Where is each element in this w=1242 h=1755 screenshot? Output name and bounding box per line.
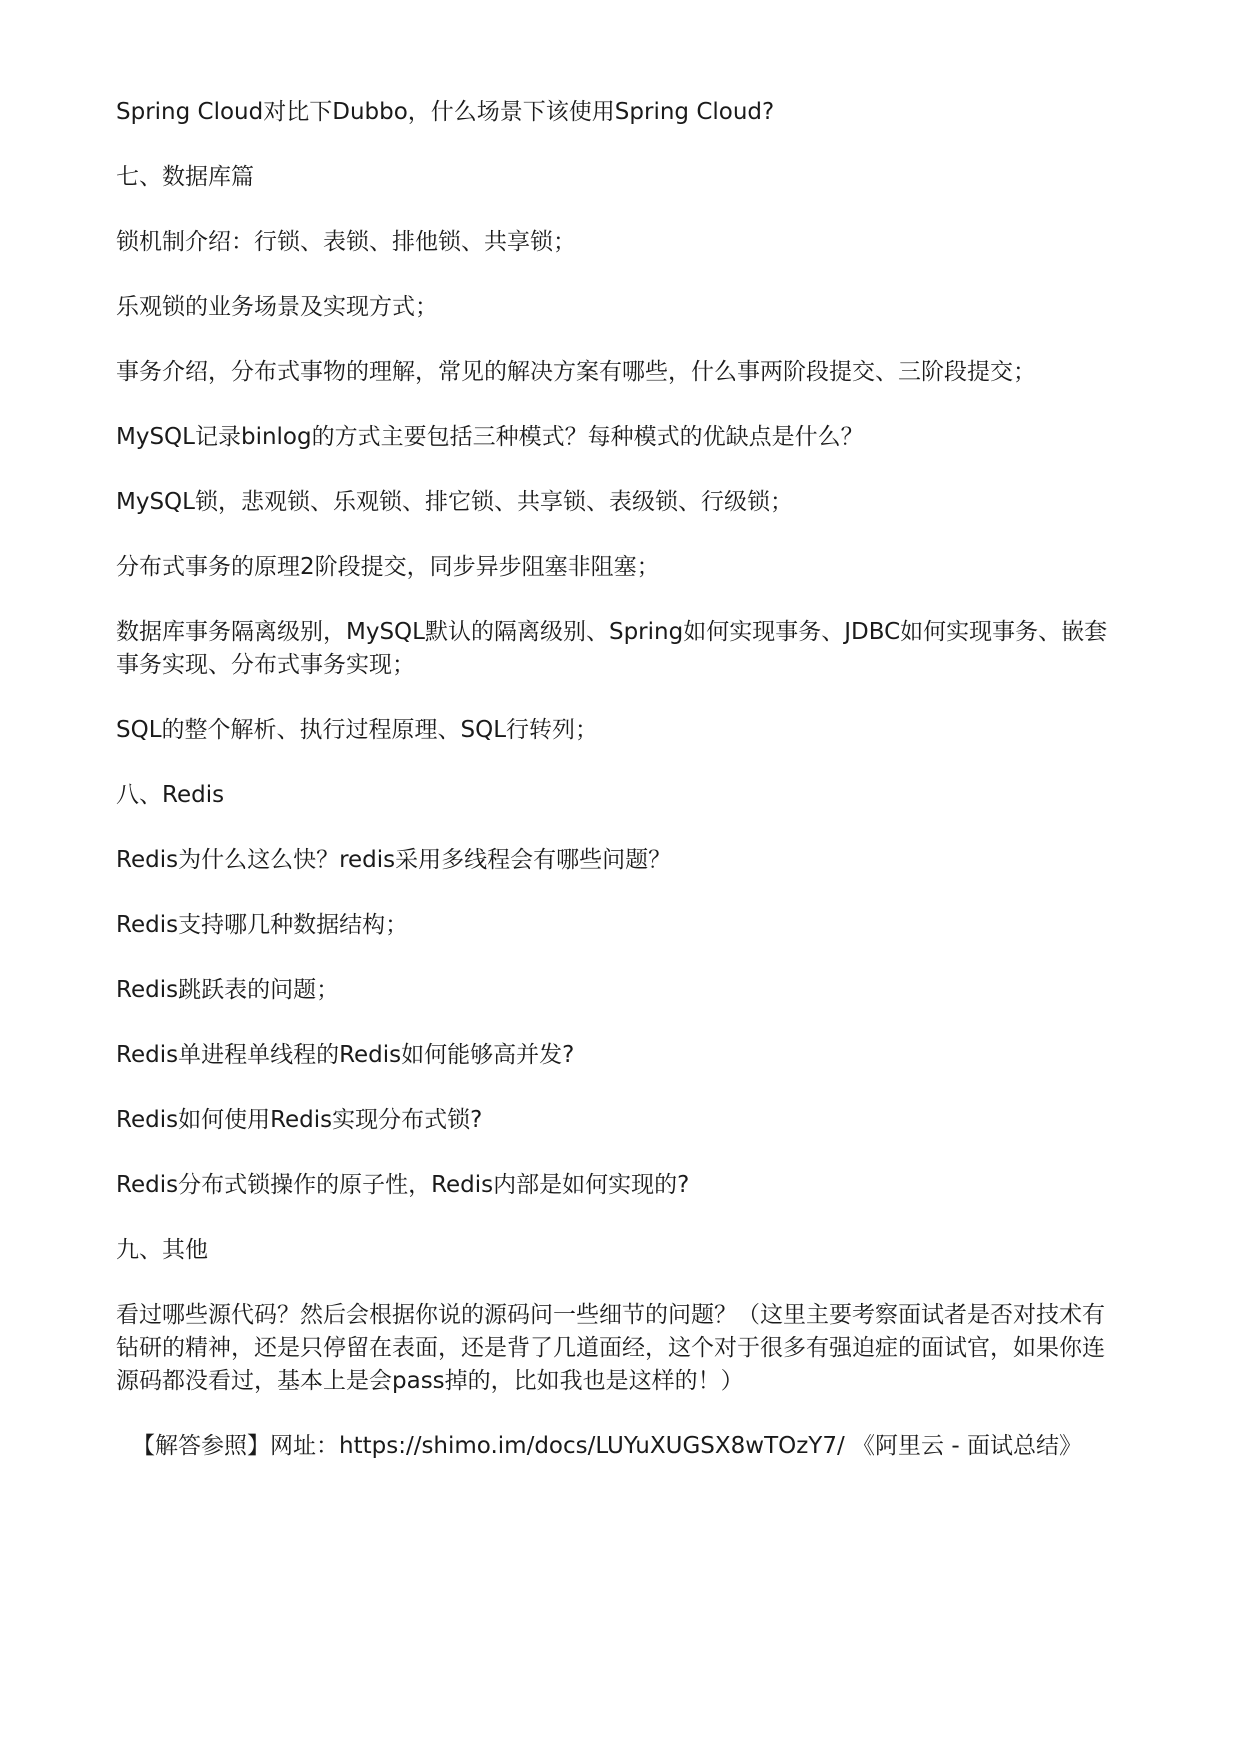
question-transactions: 事务介绍，分布式事物的理解，常见的解决方案有哪些，什么事两阶段提交、三阶段提交； <box>116 359 1036 385</box>
question-sql-parsing: SQL的整个解析、执行过程原理、SQL行转列； <box>116 717 599 743</box>
question-distributed-transaction: 分布式事务的原理2阶段提交，同步异步阻塞非阻塞； <box>116 554 660 580</box>
question-redis-distributed-lock: Redis如何使用Redis实现分布式锁? <box>116 1107 483 1133</box>
section-heading-redis: 八、Redis <box>116 782 225 808</box>
section-heading-database: 七、数据库篇 <box>116 164 254 190</box>
question-source-code: 看过哪些源代码？然后会根据你说的源码问一些细节的问题？（这里主要考察面试者是否对技术有钻研的精神，还是只停留在表面，还是背了几道面经，这个对于很多有强迫症的面试官，如果你连源码都没看过，基本上是会pass掉的，比如我也是这样的！） <box>116 1302 1105 1394</box>
question-optimistic-lock: 乐观锁的业务场景及实现方式； <box>116 294 438 320</box>
question-isolation-levels: 数据库事务隔离级别，MySQL默认的隔离级别、Spring如何实现事务、JDBC如何实现事务、嵌套事务实现、分布式事务实现； <box>116 619 1108 678</box>
question-redis-atomicity: Redis分布式锁操作的原子性，Redis内部是如何实现的? <box>116 1172 690 1198</box>
question-redis-skiplist: Redis跳跃表的问题； <box>116 977 340 1003</box>
question-mysql-binlog: MySQL记录binlog的方式主要包括三种模式？每种模式的优缺点是什么？ <box>116 424 864 450</box>
question-redis-data-structures: Redis支持哪几种数据结构； <box>116 912 409 938</box>
section-heading-other: 九、其他 <box>116 1237 208 1263</box>
question-lock-mechanisms: 锁机制介绍：行锁、表锁、排他锁、共享锁； <box>116 229 576 255</box>
question-redis-fast: Redis为什么这么快？redis采用多线程会有哪些问题？ <box>116 847 672 873</box>
document-page <box>116 96 1126 1463</box>
question-redis-concurrency: Redis单进程单线程的Redis如何能够高并发? <box>116 1042 575 1068</box>
reference-link[interactable]: 【解答参照】网址：https://shimo.im/docs/LUYuXUGSX8wTOzY7/ 《阿里云 - 面试总结》 <box>132 1433 1082 1459</box>
question-mysql-locks: MySQL锁，悲观锁、乐观锁、排它锁、共享锁、表级锁、行级锁； <box>116 489 793 515</box>
question-spring-cloud-vs-dubbo: Spring Cloud对比下Dubbo，什么场景下该使用Spring Cloud? <box>116 99 775 125</box>
